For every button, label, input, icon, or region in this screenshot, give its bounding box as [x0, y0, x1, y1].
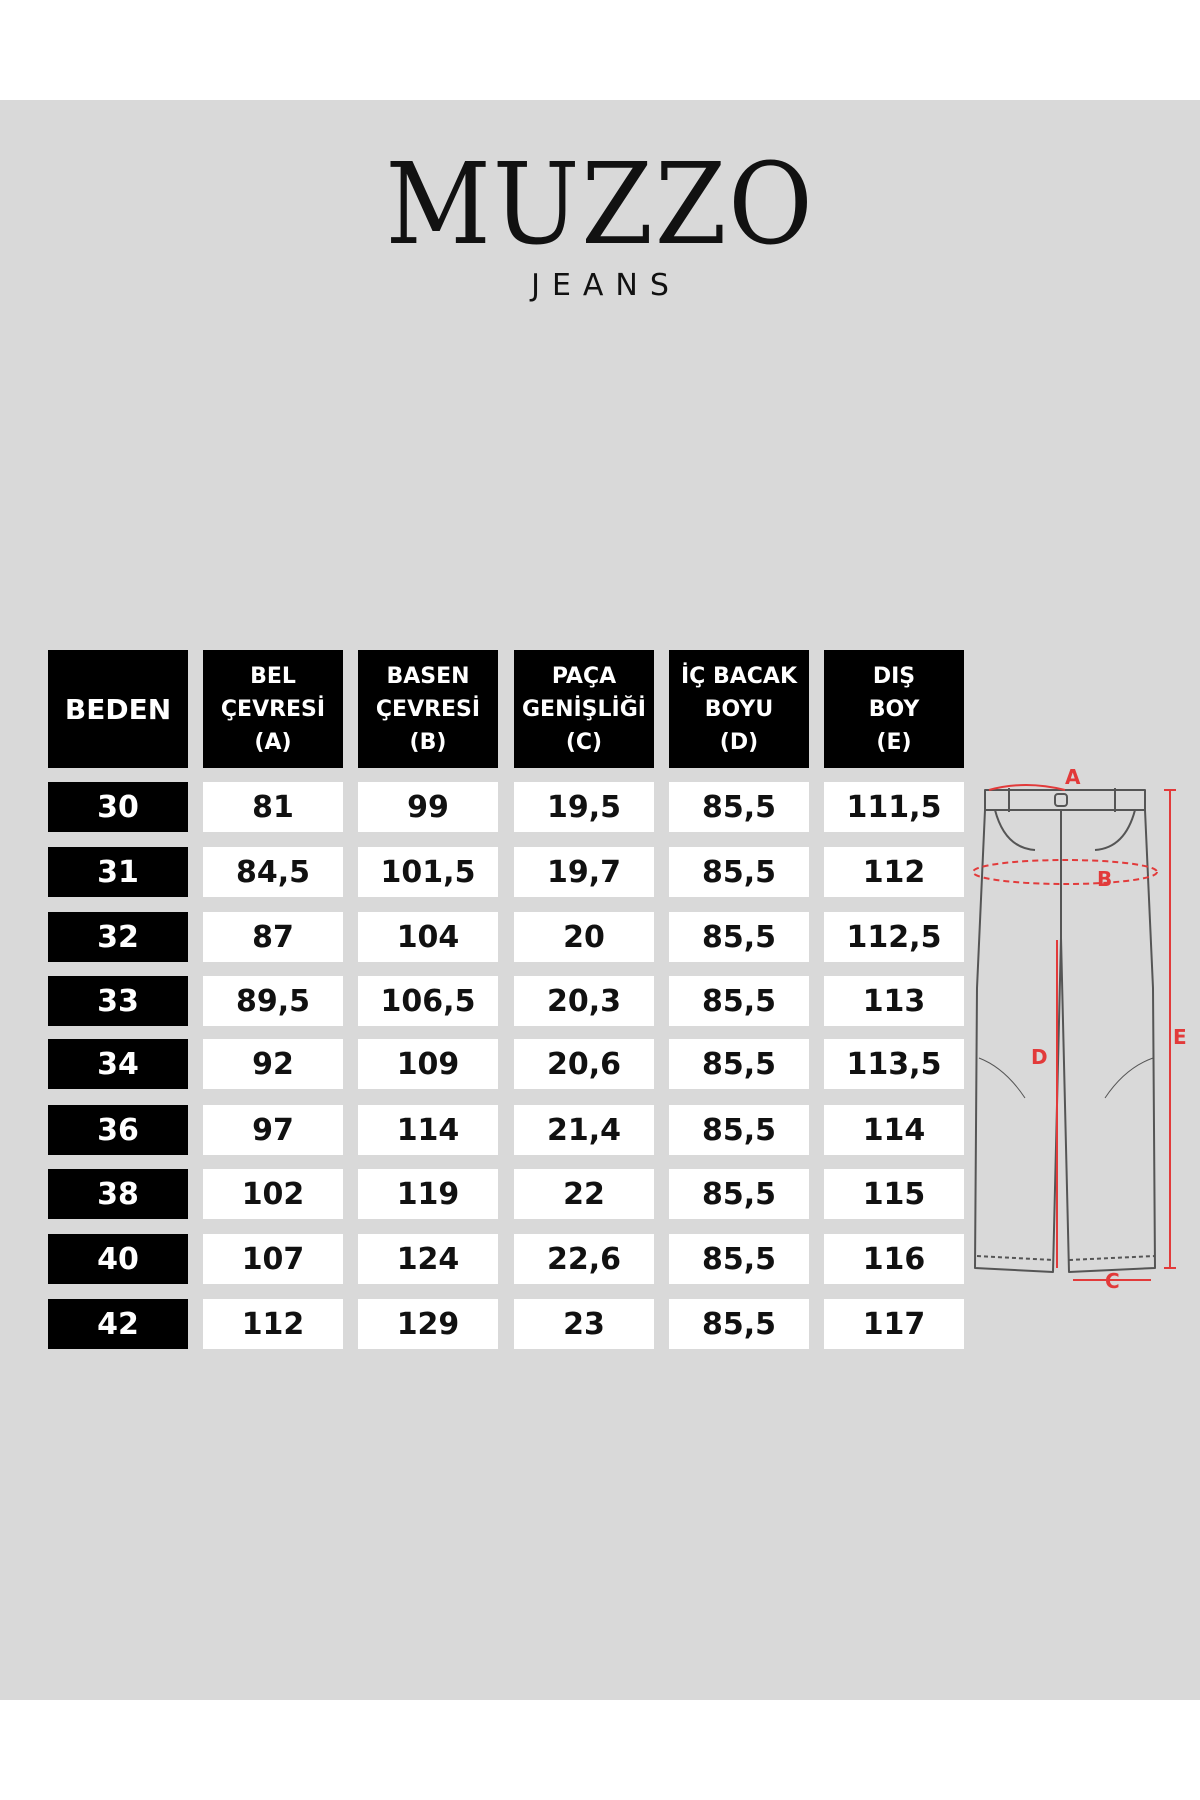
measurement-cell: 104: [358, 912, 498, 962]
header-line: (C): [565, 729, 603, 755]
measurement-cell: 85,5: [669, 847, 809, 897]
header-line: BASEN: [386, 663, 470, 689]
label-e: E: [1173, 1025, 1187, 1049]
measurement-cell: 114: [358, 1105, 498, 1155]
size-label-cell: 42: [48, 1299, 188, 1349]
measurement-cell: 114: [824, 1105, 964, 1155]
measurement-cell: 85,5: [669, 782, 809, 832]
measurement-cell: 113: [824, 976, 964, 1026]
measurement-cell: 85,5: [669, 1039, 809, 1089]
header-basen: [358, 650, 498, 768]
measurement-cell: 129: [358, 1299, 498, 1349]
measurement-cell: 21,4: [514, 1105, 654, 1155]
measurement-cell: 20,6: [514, 1039, 654, 1089]
measurement-cell: 23: [514, 1299, 654, 1349]
header-bel: [203, 650, 343, 768]
pants-body: [975, 810, 1155, 1272]
measurement-cell: 97: [203, 1105, 343, 1155]
size-label-cell: 34: [48, 1039, 188, 1089]
measurement-cell: 85,5: [669, 1234, 809, 1284]
label-a: A: [1065, 765, 1081, 789]
measurement-cell: 107: [203, 1234, 343, 1284]
measurement-cell: 116: [824, 1234, 964, 1284]
measurement-cell: 115: [824, 1169, 964, 1219]
header-line: İÇ BACAK: [680, 663, 797, 689]
measurement-cell: 106,5: [358, 976, 498, 1026]
jeans-measurement-diagram: [965, 765, 1187, 1298]
label-b: B: [1097, 867, 1113, 891]
measurement-cell: 19,7: [514, 847, 654, 897]
header-ic_bacak: [669, 650, 809, 768]
measurement-cell: 19,5: [514, 782, 654, 832]
measurement-cell: 20,3: [514, 976, 654, 1026]
header-line: (A): [254, 729, 292, 755]
measurement-cell: 102: [203, 1169, 343, 1219]
measurement-cell: 22: [514, 1169, 654, 1219]
measurement-cell: 99: [358, 782, 498, 832]
measurement-cell: 85,5: [669, 912, 809, 962]
measurement-cell: 85,5: [669, 1299, 809, 1349]
label-c: C: [1105, 1269, 1120, 1293]
header-line: BEDEN: [64, 692, 172, 726]
size-label-cell: 33: [48, 976, 188, 1026]
measurement-cell: 111,5: [824, 782, 964, 832]
measurement-cell: 85,5: [669, 1105, 809, 1155]
size-label-cell: 38: [48, 1169, 188, 1219]
measurement-cell: 124: [358, 1234, 498, 1284]
header-line: BEL: [250, 663, 296, 689]
measurement-cell: 109: [358, 1039, 498, 1089]
button-icon: [1055, 794, 1067, 806]
measurement-cell: 85,5: [669, 1169, 809, 1219]
measurement-cell: 113,5: [824, 1039, 964, 1089]
measurement-cell: 85,5: [669, 976, 809, 1026]
measurement-cell: 101,5: [358, 847, 498, 897]
size-label-cell: 32: [48, 912, 188, 962]
label-d: D: [1031, 1045, 1048, 1069]
header-line: ÇEVRESİ: [220, 696, 326, 722]
header-line: (D): [719, 729, 759, 755]
size-label-cell: 30: [48, 782, 188, 832]
header-line: GENİŞLİĞİ: [522, 696, 646, 722]
header-line: PAÇA: [551, 663, 617, 689]
size-label-cell: 40: [48, 1234, 188, 1284]
measurement-cell: 87: [203, 912, 343, 962]
size-label-cell: 31: [48, 847, 188, 897]
measurement-cell: 112: [824, 847, 964, 897]
header-beden: [48, 650, 188, 768]
measurement-cell: 84,5: [203, 847, 343, 897]
size-label-cell: 36: [48, 1105, 188, 1155]
measurement-cell: 112: [203, 1299, 343, 1349]
measurement-cell: 81: [203, 782, 343, 832]
measurement-cell: 119: [358, 1169, 498, 1219]
brand-logo: MUZZO: [385, 140, 815, 270]
header-line: (E): [876, 729, 912, 755]
brand-subtitle: JEANS: [531, 268, 681, 303]
header-line: ÇEVRESİ: [375, 696, 481, 722]
header-dis_boy: [824, 650, 964, 768]
header-line: BOY: [868, 696, 920, 722]
measurement-cell: 89,5: [203, 976, 343, 1026]
measurement-cell: 92: [203, 1039, 343, 1089]
header-line: DIŞ: [872, 663, 916, 689]
header-paca: [514, 650, 654, 768]
header-line: BOYU: [704, 696, 774, 722]
header-line: (B): [409, 729, 447, 755]
measurement-cell: 20: [514, 912, 654, 962]
measurement-cell: 112,5: [824, 912, 964, 962]
measurement-cell: 22,6: [514, 1234, 654, 1284]
measurement-cell: 117: [824, 1299, 964, 1349]
